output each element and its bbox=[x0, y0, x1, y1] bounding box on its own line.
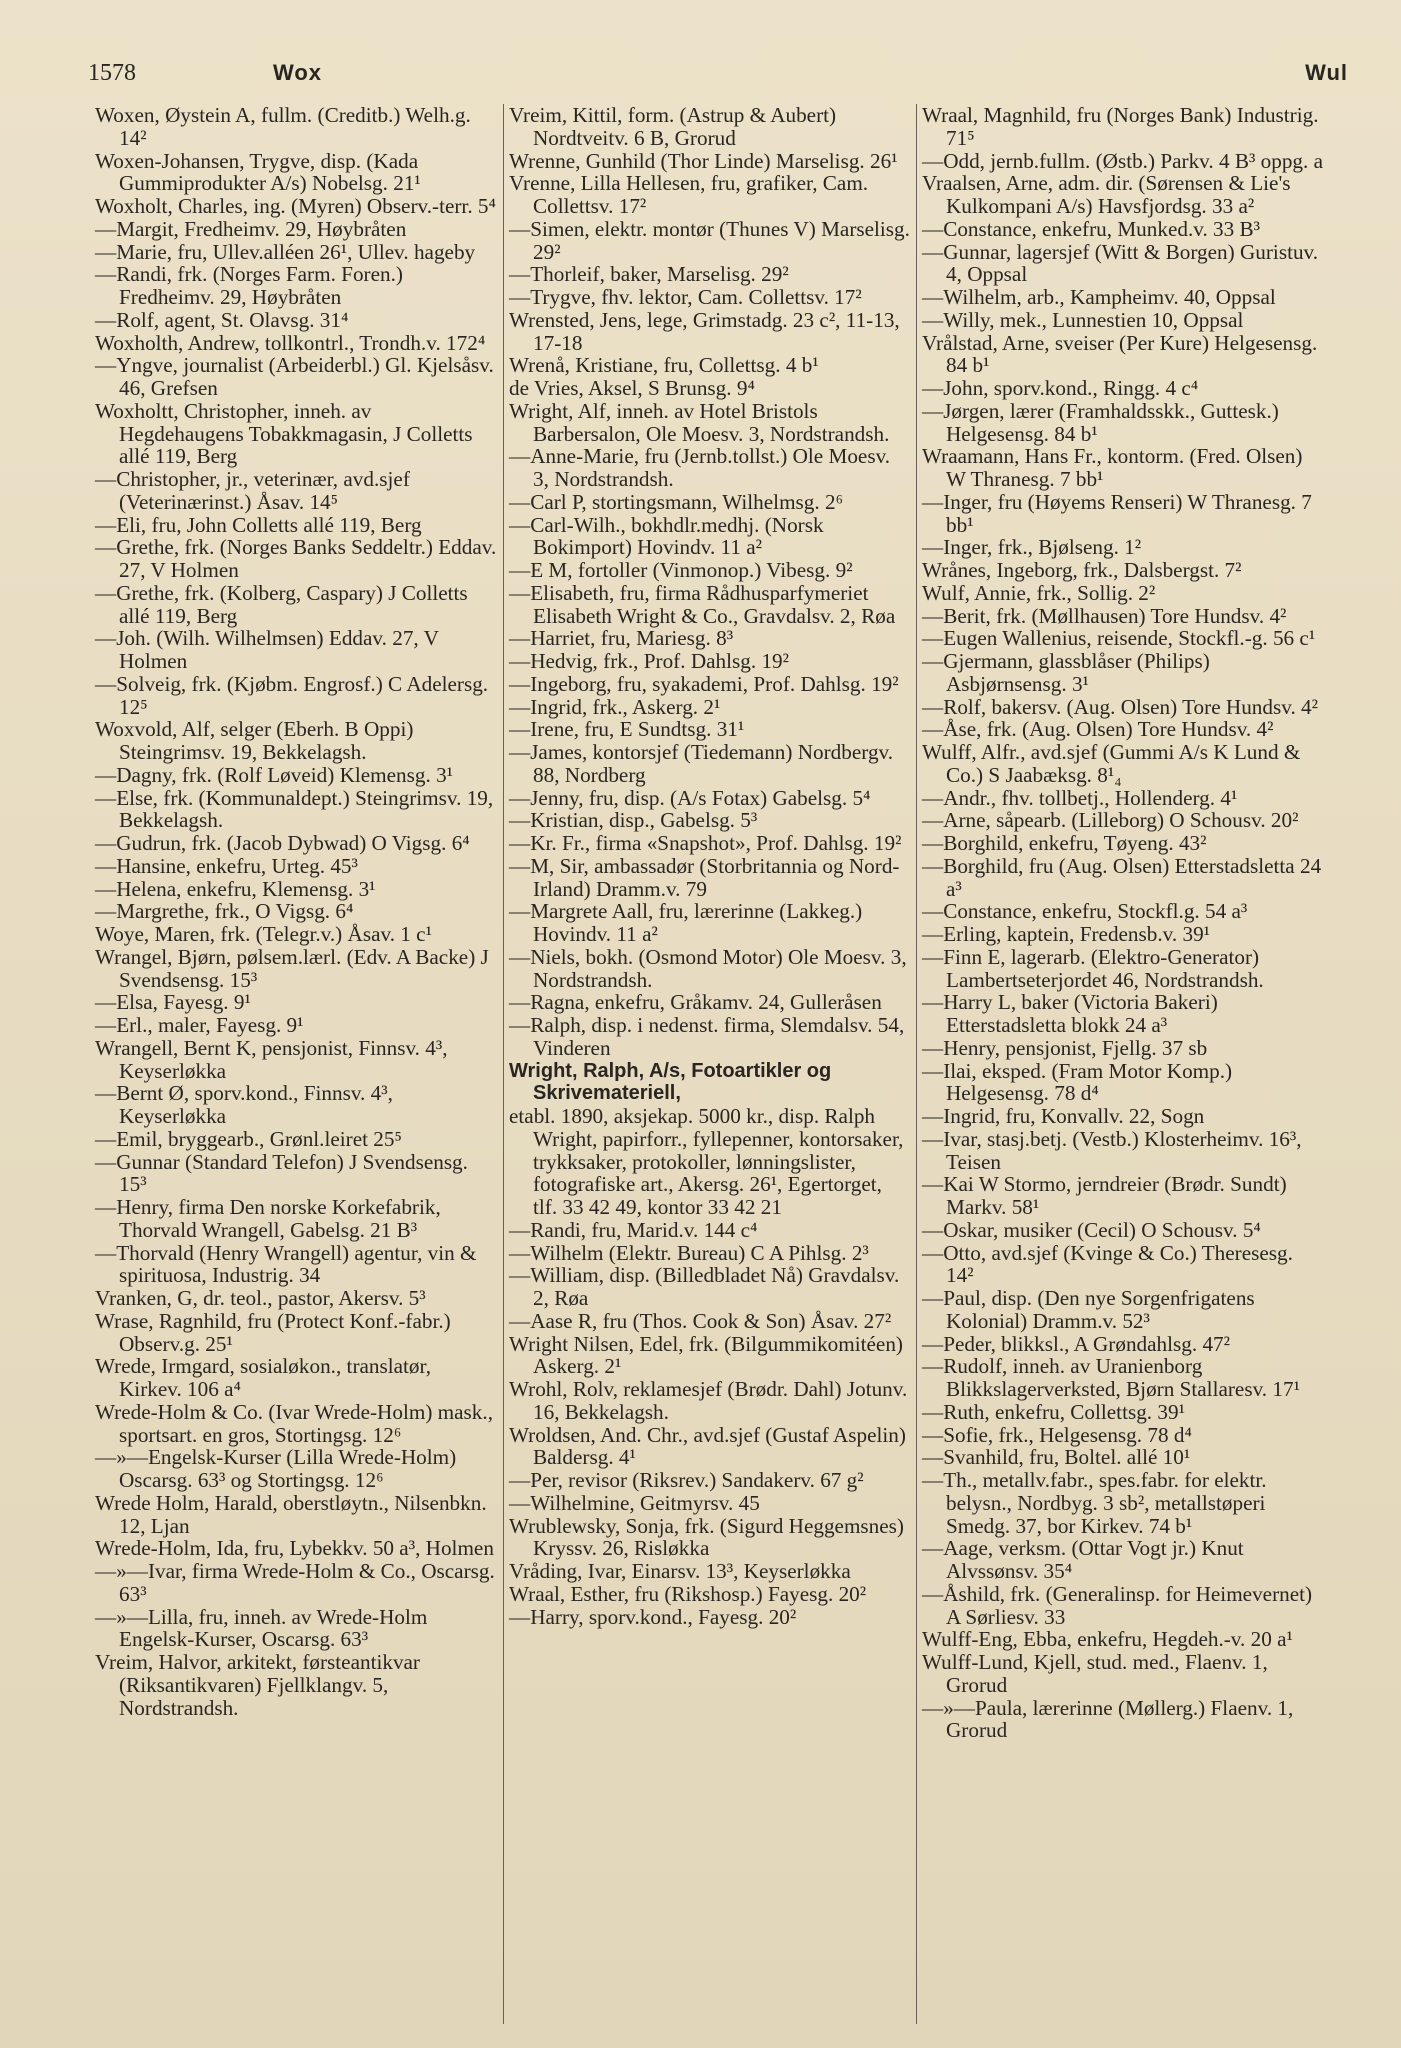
directory-entry: —Peder, blikksl., A Grøndahlsg. 47² bbox=[922, 1331, 1231, 1356]
directory-entry: Vrålstad, Arne, sveiser (Per Kure) Helgesensg. 84 b¹ bbox=[922, 330, 1318, 378]
directory-entry: —Wilhelmine, Geitmyrsv. 45 bbox=[509, 1490, 760, 1515]
directory-entry: Wright, Ralph, A/s, Fotoartikler og Skrivemateriell, bbox=[509, 1059, 832, 1105]
directory-entry: —Niels, bokh. (Osmond Motor) Ole Moesv. 3, Nordstrandsh. bbox=[509, 944, 907, 992]
directory-entry: —Kai W Stormo, jerndreier (Brødr. Sundt) Markv. 58¹ bbox=[922, 1172, 1287, 1219]
directory-entry: Wulff-Lund, Kjell, stud. med., Flaenv. 1, Grorud bbox=[922, 1650, 1268, 1697]
page-number: 1578 bbox=[88, 60, 136, 86]
directory-entry: Wulff, Alfr., avd.sjef (Gummi A/s K Lund & Co.) S Jaabæksg. 8¹₄ bbox=[922, 740, 1301, 787]
directory-entry: —Ivar, stasj.betj. (Vestb.) Klosterheimv. 16³, Teisen bbox=[922, 1126, 1302, 1174]
directory-entry: —Bernt Ø, sporv.kond., Finnsv. 4³, Keyserløkka bbox=[95, 1081, 393, 1128]
columns bbox=[90, 104, 1352, 2024]
directory-entry: —Carl-Wilh., bokhdlr.medhj. (Norsk Bokimport) Hovindv. 11 a² bbox=[509, 512, 824, 560]
directory-entry: —Elsa, Fayesg. 9¹ bbox=[95, 990, 251, 1015]
column-2 bbox=[503, 104, 916, 2024]
directory-entry: —James, kontorsjef (Tiedemann) Nordbergv. 88, Nordberg bbox=[509, 740, 894, 787]
directory-entry: —Jørgen, lærer (Framhaldsskk., Guttesk.) Helgesensg. 84 b¹ bbox=[922, 398, 1279, 446]
directory-entry: Wrohl, Rolv, reklamesjef (Brødr. Dahl) Jotunv. 16, Bekkelagsh. bbox=[509, 1377, 908, 1424]
directory-entry: Wrede Holm, Harald, oberstløytn., Nilsenbkn. 12, Ljan bbox=[95, 1490, 487, 1538]
directory-entry: Wraamann, Hans Fr., kontorm. (Fred. Olsen) W Thranesg. 7 bb¹ bbox=[922, 444, 1303, 491]
directory-entry: Vreim, Kittil, form. (Astrup & Aubert) Nordtveitv. 6 B, Grorud bbox=[509, 103, 837, 150]
directory-entry: —Eli, fru, John Colletts allé 119, Berg bbox=[95, 512, 422, 537]
directory-entry: —Wilhelm (Elektr. Bureau) C A Pihlsg. 2³ bbox=[509, 1240, 869, 1265]
directory-entry: —Emil, bryggearb., Grønl.leiret 25⁵ bbox=[95, 1126, 402, 1151]
header-left-word: Wox bbox=[273, 60, 323, 85]
directory-entry: —Margrethe, frk., O Vigsg. 6⁴ bbox=[95, 899, 354, 924]
directory-entry: —Thorvald (Henry Wrangell) agentur, vin & spirituosa, Industrig. 34 bbox=[95, 1240, 477, 1288]
directory-entry: —Joh. (Wilh. Wilhelmsen) Eddav. 27, V Holmen bbox=[95, 626, 439, 673]
directory-entry: —Else, frk. (Kommunaldept.) Steingrimsv. 19, Bekkelagsh. bbox=[95, 785, 494, 833]
directory-entry: —Ruth, enkefru, Collettsg. 39¹ bbox=[922, 1399, 1185, 1424]
directory-entry: —Christopher, jr., veterinær, avd.sjef (Veterinærinst.) Åsav. 14⁵ bbox=[95, 467, 410, 514]
directory-entry: Wrede, Irmgard, sosialøkon., translatør, Kirkev. 106 a⁴ bbox=[95, 1354, 432, 1401]
directory-entry: Woxholth, Andrew, tollkontrl., Trondh.v. 172⁴ bbox=[95, 330, 486, 355]
directory-entry: —Gjermann, glassblåser (Philips) Asbjørnsensg. 3¹ bbox=[922, 649, 1210, 696]
directory-entry: —»—Lilla, fru, inneh. av Wrede-Holm Engelsk-Kurser, Oscarsg. 63³ bbox=[95, 1604, 428, 1652]
directory-entry: —Irene, fru, E Sundtsg. 31¹ bbox=[509, 717, 745, 742]
directory-entry: Vranken, G, dr. teol., pastor, Akersv. 5³ bbox=[95, 1286, 426, 1310]
directory-entry: —Grethe, frk. (Kolberg, Caspary) J Colletts allé 119, Berg bbox=[95, 580, 468, 628]
directory-entry: Wraal, Magnhild, fru (Norges Bank) Industrig. 71⁵ bbox=[922, 103, 1319, 150]
directory-entry: Vråding, Ivar, Einarsv. 13³, Keyserløkka bbox=[509, 1559, 851, 1583]
directory-entry: —Inger, frk., Bjølseng. 1² bbox=[922, 535, 1142, 560]
directory-entry: —Eugen Wallenius, reisende, Stockfl.-g. 56 c¹ bbox=[922, 626, 1316, 651]
directory-entry: —Margrete Aall, fru, lærerinne (Lakkeg.) Hovindv. 11 a² bbox=[509, 899, 863, 946]
directory-entry: Wright, Alf, inneh. av Hotel Bristols Barbersalon, Ole Moesv. 3, Nordstrandsh. bbox=[509, 398, 890, 446]
directory-entry: —Berit, frk. (Møllhausen) Tore Hundsv. 4² bbox=[922, 603, 1287, 628]
directory-entry: Wrangell, Bernt K, pensjonist, Finnsv. 4³, Keyserløkka bbox=[95, 1035, 448, 1083]
directory-entry: —Helena, enkefru, Klemensg. 3¹ bbox=[95, 876, 376, 901]
directory-entry: —Grethe, frk. (Norges Banks Seddeltr.) Eddav. 27, V Holmen bbox=[95, 535, 497, 582]
directory-entry: —Wilhelm, arb., Kampheimv. 40, Oppsal bbox=[922, 285, 1276, 309]
directory-entry: Woxvold, Alf, selger (Eberh. B Oppi) Steingrimsv. 19, Bekkelagsh. bbox=[95, 717, 414, 764]
directory-entry: —Rolf, bakersv. (Aug. Olsen) Tore Hundsv. 4² bbox=[922, 694, 1318, 719]
directory-entry: —Gunnar, lagersjef (Witt & Borgen) Guristuv. 4, Oppsal bbox=[922, 239, 1319, 287]
directory-entry: —Th., metallv.fabr., spes.fabr. for elektr. belysn., Nordbyg. 3 sb², metallstøperi Smedg. 37, bor Kirkev. 74 b¹ bbox=[922, 1468, 1267, 1538]
directory-entry: —Erling, kaptein, Fredensb.v. 39¹ bbox=[922, 922, 1211, 946]
directory-entry: —Trygve, fhv. lektor, Cam. Collettsv. 17² bbox=[509, 285, 862, 309]
header-right-word: Wul bbox=[1305, 60, 1348, 85]
directory-entry: —Ragna, enkefru, Gråkamv. 24, Gulleråsen bbox=[509, 990, 882, 1015]
directory-entry: —»—Engelsk-Kurser (Lilla Wrede-Holm) Oscarsg. 63³ og Stortingsg. 12⁶ bbox=[95, 1445, 457, 1492]
column-1 bbox=[90, 104, 503, 2024]
directory-entry: —Svanhild, fru, Boltel. allé 10¹ bbox=[922, 1445, 1191, 1470]
directory-entry: —Inger, fru (Høyems Renseri) W Thranesg. 7 bb¹ bbox=[922, 489, 1312, 537]
directory-entry: Vreim, Halvor, arkitekt, førsteantikvar (Riksantikvaren) Fjellklangv. 5, Nordstrandsh. bbox=[95, 1650, 420, 1720]
directory-entry: —Dagny, frk. (Rolf Løveid) Klemensg. 3¹ bbox=[95, 762, 454, 787]
directory-entry: —Anne-Marie, fru (Jernb.tollst.) Ole Moesv. 3, Nordstrandsh. bbox=[509, 444, 891, 491]
directory-entry: Wulff-Eng, Ebba, enkefru, Hegdeh.-v. 20 a¹ bbox=[922, 1627, 1293, 1652]
page-header bbox=[88, 58, 1348, 98]
directory-entry: —Thorleif, baker, Marselisg. 29² bbox=[509, 262, 789, 287]
directory-entry: —Aage, verksm. (Ottar Vogt jr.) Knut Alvssønsv. 35⁴ bbox=[922, 1536, 1244, 1583]
directory-entry: —Margit, Fredheimv. 29, Høybråten bbox=[95, 216, 407, 241]
directory-entry: —E M, fortoller (Vinmonop.) Vibesg. 9² bbox=[509, 558, 853, 582]
directory-entry: Wrase, Ragnhild, fru (Protect Konf.-fabr.) Observ.g. 25¹ bbox=[95, 1308, 451, 1356]
directory-entry: de Vries, Aksel, S Brunsg. 9⁴ bbox=[509, 376, 755, 400]
directory-entry: Wroldsen, And. Chr., avd.sjef (Gustaf Aspelin) Baldersg. 4¹ bbox=[509, 1422, 906, 1470]
directory-entry: —Ingrid, frk., Askerg. 2¹ bbox=[509, 694, 721, 719]
directory-entry: —Willy, mek., Lunnestien 10, Oppsal bbox=[922, 307, 1244, 332]
directory-entry: —Gunnar (Standard Telefon) J Svendsensg. 15³ bbox=[95, 1149, 468, 1197]
directory-entry: —Yngve, journalist (Arbeiderbl.) Gl. Kjelsåsv. 46, Grefsen bbox=[95, 353, 494, 400]
directory-entry: —Simen, elektr. montør (Thunes V) Marselisg. 29² bbox=[509, 216, 910, 264]
directory-entry: —Per, revisor (Riksrev.) Sandakerv. 67 g² bbox=[509, 1468, 864, 1492]
directory-entry: —Andr., fhv. tollbetj., Hollenderg. 4¹ bbox=[922, 785, 1238, 810]
directory-entry: —Aase R, fru (Thos. Cook & Son) Åsav. 27² bbox=[509, 1308, 892, 1333]
directory-entry: —Harry L, baker (Victoria Bakeri) Etterstadsletta blokk 24 a³ bbox=[922, 990, 1218, 1037]
directory-entry: Wrublewsky, Sonja, frk. (Sigurd Heggemsnes) Kryssv. 26, Risløkka bbox=[509, 1513, 904, 1561]
directory-entry: Woxen, Øystein A, fullm. (Creditb.) Welh.g. 14² bbox=[95, 103, 471, 150]
directory-entry: —Randi, frk. (Norges Farm. Foren.) Fredheimv. 29, Høybråten bbox=[95, 262, 403, 309]
directory-entry: —Henry, pensjonist, Fjellg. 37 sb bbox=[922, 1035, 1208, 1060]
directory-entry: —Rudolf, inneh. av Uranienborg Blikkslagerverksted, Bjørn Stallaresv. 17¹ bbox=[922, 1354, 1300, 1401]
directory-entry: Wrede-Holm & Co. (Ivar Wrede-Holm) mask., sportsart. en gros, Stortingsg. 12⁶ bbox=[95, 1399, 493, 1447]
directory-entry: —Ilai, eksped. (Fram Motor Komp.) Helgesensg. 78 d⁴ bbox=[922, 1058, 1233, 1106]
directory-entry: Vraalsen, Arne, adm. dir. (Sørensen & Lie's Kulkompani A/s) Havsfjordsg. 33 a² bbox=[922, 171, 1291, 218]
directory-entry: —»—Ivar, firma Wrede-Holm & Co., Oscarsg. 63³ bbox=[95, 1559, 495, 1606]
directory-entry: Woye, Maren, frk. (Telegr.v.) Åsav. 1 c¹ bbox=[95, 922, 432, 946]
directory-entry: —»—Paula, lærerinne (Møllerg.) Flaenv. 1, Grorud bbox=[922, 1695, 1294, 1743]
directory-entry: —M, Sir, ambassadør (Storbritannia og Nord-Irland) Dramm.v. 79 bbox=[509, 853, 900, 901]
directory-entry: Wrede-Holm, Ida, fru, Lybekkv. 50 a³, Holmen bbox=[95, 1536, 494, 1561]
directory-entry: —John, sporv.kond., Ringg. 4 c⁴ bbox=[922, 376, 1199, 400]
directory-entry: Wrensted, Jens, lege, Grimstadg. 23 c², 11-13, 17-18 bbox=[509, 307, 900, 355]
directory-entry: —Solveig, frk. (Kjøbm. Engrosf.) C Adelersg. 12⁵ bbox=[95, 671, 489, 719]
directory-entry: —Elisabeth, fru, firma Rådhusparfymeriet Elisabeth Wright & Co., Gravdalsv. 2, Røa bbox=[509, 580, 896, 628]
directory-entry: —Kristian, disp., Gabelsg. 5³ bbox=[509, 808, 758, 833]
directory-entry: Wrenå, Kristiane, fru, Collettsg. 4 b¹ bbox=[509, 353, 819, 378]
directory-entry: —Åshild, frk. (Generalinsp. for Heimevernet) A Sørliesv. 33 bbox=[922, 1581, 1313, 1629]
directory-entry: —Henry, firma Den norske Korkefabrik, Thorvald Wrangell, Gabelsg. 21 B³ bbox=[95, 1195, 441, 1242]
directory-entry: —Ralph, disp. i nedenst. firma, Slemdalsv. 54, Vinderen bbox=[509, 1013, 905, 1060]
directory-entry: etabl. 1890, aksjekap. 5000 kr., disp. Ralph Wright, papirforr., fyllepenner, kontorsaker, trykksaker, protokoller, lønningslister, fotografiske art., Akersg. 26¹, Egertorget, tlf. 33 42 49, kontor 33 42 21 bbox=[509, 1104, 904, 1219]
directory-entry: —Jenny, fru, disp. (A/s Fotax) Gabelsg. 5⁴ bbox=[509, 785, 871, 810]
directory-entry: —William, disp. (Billedbladet Nå) Gravdalsv. 2, Røa bbox=[509, 1263, 900, 1310]
directory-entry: Wrenne, Gunhild (Thor Linde) Marselisg. 26¹ bbox=[509, 148, 898, 173]
directory-entry: —Harry, sporv.kond., Fayesg. 20² bbox=[509, 1604, 797, 1629]
directory-entry: —Constance, enkefru, Stockfl.g. 54 a³ bbox=[922, 899, 1248, 924]
directory-entry: —Sofie, frk., Helgesensg. 78 d⁴ bbox=[922, 1422, 1192, 1447]
directory-entry: Wrånes, Ingeborg, frk., Dalsbergst. 7² bbox=[922, 558, 1242, 582]
directory-entry: —Arne, såpearb. (Lilleborg) O Schousv. 20² bbox=[922, 808, 1299, 833]
directory-entry: —Harriet, fru, Mariesg. 8³ bbox=[509, 626, 734, 651]
directory-entry: —Ingeborg, fru, syakademi, Prof. Dahlsg. 19² bbox=[509, 671, 899, 696]
directory-entry: —Carl P, stortingsmann, Wilhelmsg. 2⁶ bbox=[509, 489, 843, 514]
directory-entry: —Erl., maler, Fayesg. 9¹ bbox=[95, 1013, 304, 1037]
directory-entry: Vrenne, Lilla Hellesen, fru, grafiker, Cam. Collettsv. 17² bbox=[509, 171, 869, 218]
directory-entry: —Randi, fru, Marid.v. 144 c⁴ bbox=[509, 1217, 758, 1242]
directory-entry: Woxholt, Charles, ing. (Myren) Observ.-terr. 5⁴ bbox=[95, 194, 496, 218]
directory-entry: —Oskar, musiker (Cecil) O Schousv. 5⁴ bbox=[922, 1217, 1261, 1242]
directory-entry: Wright Nilsen, Edel, frk. (Bilgummikomitéen) Askerg. 2¹ bbox=[509, 1331, 903, 1379]
directory-entry: —Rolf, agent, St. Olavsg. 31⁴ bbox=[95, 307, 349, 332]
directory-entry: —Hansine, enkefru, Urteg. 45³ bbox=[95, 853, 358, 878]
directory-entry: Wrangel, Bjørn, pølsem.lærl. (Edv. A Backe) J Svendsensg. 15³ bbox=[95, 944, 489, 992]
directory-entry: —Hedvig, frk., Prof. Dahlsg. 19² bbox=[509, 649, 789, 673]
directory-entry: —Paul, disp. (Den nye Sorgenfrigatens Kolonial) Dramm.v. 52³ bbox=[922, 1286, 1255, 1333]
directory-entry: Wulf, Annie, frk., Sollig. 2² bbox=[922, 580, 1156, 605]
directory-entry: —Marie, fru, Ullev.alléen 26¹, Ullev. hageby bbox=[95, 239, 476, 264]
directory-entry: —Åse, frk. (Aug. Olsen) Tore Hundsv. 4² bbox=[922, 717, 1274, 742]
directory-entry: —Borghild, enkefru, Tøyeng. 43² bbox=[922, 831, 1207, 855]
directory-entry: —Otto, avd.sjef (Kvinge & Co.) Theresesg. 14² bbox=[922, 1240, 1293, 1288]
directory-entry: —Ingrid, fru, Konvallv. 22, Sogn bbox=[922, 1104, 1205, 1128]
directory-entry: —Kr. Fr., firma «Snapshot», Prof. Dahlsg. 19² bbox=[509, 831, 902, 855]
directory-entry: —Constance, enkefru, Munked.v. 33 B³ bbox=[922, 216, 1261, 241]
column-3 bbox=[916, 104, 1329, 2024]
directory-entry: —Gudrun, frk. (Jacob Dybwad) O Vigsg. 6⁴ bbox=[95, 831, 470, 855]
directory-entry: Woxen-Johansen, Trygve, disp. (Kada Gummiprodukter A/s) Nobelsg. 21¹ bbox=[95, 148, 421, 196]
directory-entry: —Finn E, lagerarb. (Elektro-Generator) Lambertseterjordet 46, Nordstrandsh. bbox=[922, 944, 1264, 992]
directory-entry: Woxholtt, Christopher, inneh. av Hegdehaugens Tobakkmagasin, J Colletts allé 119, Berg bbox=[95, 398, 473, 469]
directory-entry: —Borghild, fru (Aug. Olsen) Etterstadsletta 24 a³ bbox=[922, 853, 1322, 901]
directory-entry: —Odd, jernb.fullm. (Østb.) Parkv. 4 B³ oppg. a bbox=[922, 148, 1324, 173]
directory-entry: Wraal, Esther, fru (Rikshosp.) Fayesg. 20² bbox=[509, 1581, 867, 1606]
